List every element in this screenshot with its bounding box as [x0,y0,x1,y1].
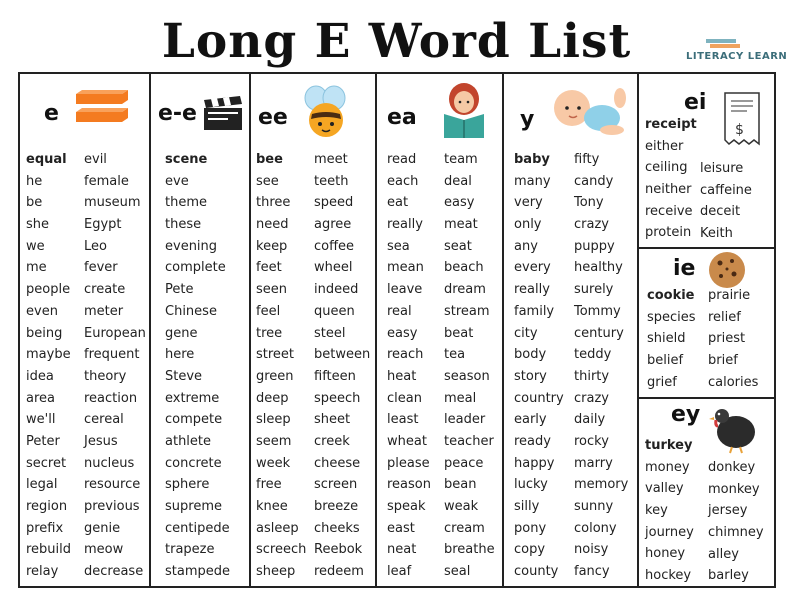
cookie-icon [707,250,747,290]
word-item: puppy [574,238,615,254]
word-item: need [256,217,289,233]
word-item: deal [444,173,472,189]
word-item: frequent [84,347,140,363]
word-item: reason [387,477,431,493]
word-item: east [387,520,415,536]
word-item: leave [387,282,423,298]
word-item: centipede [165,520,230,536]
word-item: evil [84,152,107,167]
word-item: sheet [314,412,351,428]
word-item: key [645,503,668,519]
word-item: speak [387,499,426,514]
word-item: surely [574,282,614,298]
word-item: keep [256,238,288,254]
word-item: feel [256,303,281,319]
bee-icon [298,84,354,140]
word-column-ei-1 [645,114,697,244]
word-item: monkey [708,481,760,497]
header-ey: ey [671,402,701,427]
word-item: protein [645,225,692,241]
word-item: people [26,282,71,298]
word-item: seal [444,564,471,580]
word-item: scene [165,152,208,167]
books-logo-icon [704,38,744,50]
word-item: Tommy [574,303,621,319]
word-item: fever [84,260,118,276]
word-item: week [256,455,291,471]
word-item: cereal [84,412,124,428]
word-item: being [26,325,63,341]
word-item: mean [387,260,424,276]
header-ee: ee [258,105,288,130]
word-item: many [514,173,551,189]
word-item: rocky [574,433,609,449]
word-column-ie-1 [647,285,696,393]
header-ei: ei [684,90,707,115]
word-item: deep [256,390,289,406]
word-item: creek [314,433,350,449]
baby-icon [550,84,634,138]
word-item: free [256,477,282,493]
word-column-y-1 [514,149,564,583]
word-item: real [387,303,412,319]
divider [502,72,504,588]
word-item: relay [26,564,59,580]
receipt-icon [722,90,762,148]
word-item: receipt [645,117,697,132]
word-item: hockey [645,568,692,584]
word-item: speed [314,195,354,211]
word-item: marry [574,455,613,471]
word-item: queen [314,303,355,319]
header-y: y [520,107,535,132]
word-item: heat [387,368,417,384]
word-item: be [26,195,43,211]
word-item: screech [256,542,307,558]
word-item: cookie [647,288,695,303]
word-item: create [84,282,126,298]
word-item: jersey [708,503,748,519]
word-item: teeth [314,173,349,189]
word-item: any [514,238,538,254]
word-item: really [387,217,423,233]
word-column-ea-2 [444,149,495,583]
word-item: neat [387,542,417,558]
word-item: previous [84,499,140,514]
word-item: calories [708,374,759,390]
word-item: each [387,173,419,189]
word-item: read [387,152,417,167]
word-item: evening [165,238,218,254]
word-item: sleep [256,412,291,428]
word-item: between [314,347,371,363]
word-item: Chinese [165,303,217,319]
word-item: speech [314,390,361,406]
word-item: rebuild [26,542,72,558]
word-item: belief [647,353,684,369]
svg-text:$: $ [735,122,744,138]
word-item: trapeze [165,542,215,558]
word-item: sunny [574,499,614,514]
header-ea: ea [387,105,417,130]
word-item: meter [84,303,124,319]
word-item: Pete [165,282,194,298]
word-item: leaf [387,564,412,580]
word-item: story [514,368,547,384]
word-item: least [387,412,419,428]
word-item: sea [387,238,410,254]
word-item: three [256,195,291,211]
word-item: seem [256,433,292,449]
word-item: supreme [165,499,222,514]
word-item: deceit [700,204,741,220]
word-item: happy [514,455,555,471]
divider [637,72,639,588]
divider [637,397,776,399]
word-item: peace [444,455,484,471]
word-item: leisure [700,161,744,176]
word-column-e-1 [26,149,71,583]
header-ie: ie [673,256,696,281]
word-item: thirty [574,368,610,384]
word-item: extreme [165,390,220,406]
word-item: me [26,260,47,276]
word-item: steel [314,325,346,341]
word-item: screen [314,477,358,493]
word-item: tree [256,325,283,341]
word-item: he [26,173,43,189]
word-item: breathe [444,542,495,558]
word-item: prefix [26,520,64,536]
word-column-ey-2 [708,457,764,587]
word-item: easy [444,195,475,211]
word-item: gene [165,325,198,341]
word-item: donkey [708,460,756,475]
word-item: eat [387,195,409,211]
word-column-ie-2 [708,285,758,393]
word-item: wheat [387,433,427,449]
page-title: Long E Word List [161,14,632,69]
blocks-icon [74,88,130,128]
word-item: really [514,282,550,298]
word-item: bee [256,152,283,167]
word-column-ei-2 [700,158,752,245]
word-item: nucleus [84,455,135,471]
word-item: species [647,309,696,325]
word-item: wheel [314,260,353,276]
word-item: cheese [314,455,361,471]
word-column-ea-1 [387,149,431,583]
word-item: healthy [574,260,623,276]
word-item: see [256,173,279,189]
word-item: legal [26,477,58,493]
word-item: Leo [84,238,107,254]
word-item: idea [26,368,54,384]
word-item: sphere [165,477,210,493]
word-item: early [514,412,547,428]
word-item: only [514,217,542,233]
word-item: Jesus [84,433,118,449]
word-item: region [26,499,68,514]
word-item: century [574,325,624,341]
word-item: equal [26,152,67,167]
word-item: asleep [256,520,299,536]
word-item: pony [514,520,547,536]
word-item: stampede [165,564,230,580]
word-item: memory [574,477,629,493]
reading-girl-icon [440,82,488,140]
word-item: cream [444,520,485,536]
word-item: Steve [165,368,203,384]
word-item: breeze [314,499,359,514]
word-item: ceiling [645,160,688,176]
word-item: money [645,459,690,475]
word-item: seat [444,238,472,254]
word-item: museum [84,195,141,211]
word-item: dream [444,282,486,298]
divider [149,72,151,588]
word-item: every [514,260,551,276]
word-item: redeem [314,564,364,580]
word-item: maybe [26,347,71,363]
word-item: caffeine [700,182,752,198]
word-item: team [444,152,478,167]
word-item: agree [314,217,352,233]
word-item: tea [444,347,466,363]
word-item: crazy [574,390,609,406]
word-item: relief [708,309,741,325]
word-item: shield [647,331,686,347]
word-item: journey [645,524,694,540]
word-item: ready [514,433,551,449]
word-column-y-2 [574,149,628,583]
word-item: indeed [314,282,359,298]
word-item: candy [574,173,614,189]
word-item: reach [387,347,424,363]
divider [375,72,377,588]
word-item: crazy [574,217,609,233]
word-item: meow [84,542,124,558]
word-item: fifty [574,152,600,167]
word-item: colony [574,520,617,536]
word-item: silly [514,499,540,514]
word-item: decrease [84,564,144,580]
word-item: fancy [574,564,610,580]
word-item: theme [165,195,207,211]
word-item: we [26,238,45,254]
word-item: concrete [165,455,222,471]
word-item: beat [444,325,474,341]
word-item: copy [514,542,546,558]
word-item: barley [708,568,749,584]
word-item: alley [708,546,739,562]
word-item: bean [444,477,477,493]
word-item: daily [574,412,606,428]
word-item: Egypt [84,217,122,233]
word-item: teddy [574,347,612,363]
word-item: county [514,564,559,580]
word-item: fifteen [314,368,356,384]
word-item: body [514,347,547,363]
word-item: country [514,390,564,406]
word-item: baby [514,152,550,167]
word-item: either [645,138,684,154]
word-item: compete [165,412,223,428]
word-item: Keith [700,226,733,242]
word-item: weak [444,499,479,514]
word-item: Reebok [314,542,363,558]
divider [637,247,776,249]
word-item: turkey [645,438,693,453]
word-item: even [26,303,58,319]
word-item: please [387,455,430,471]
word-column-ee-1 [256,149,306,583]
word-item: valley [645,481,684,497]
word-item: family [514,303,555,319]
word-item: European [84,325,146,341]
word-item: athlete [165,433,212,449]
clapperboard-icon [202,96,244,132]
word-item: reaction [84,390,138,406]
word-item: resource [84,477,141,493]
word-item: feet [256,260,282,276]
word-column-e-2 [84,149,146,583]
word-item: area [26,390,55,406]
word-item: priest [708,331,746,347]
word-item: neither [645,182,692,198]
word-item: female [84,173,129,189]
word-item: knee [256,499,288,514]
word-item: prairie [708,288,751,303]
word-item: coffee [314,238,355,254]
header-e: e [44,101,59,126]
word-column-ee-2 [314,149,370,583]
word-item: genie [84,520,121,536]
word-item: street [256,347,295,363]
word-item: she [26,217,50,233]
header-e-e: e-e [158,101,197,126]
turkey-icon [708,402,762,454]
word-item: meat [444,217,478,233]
word-item: teacher [444,433,494,449]
word-item: noisy [574,542,609,558]
word-item: clean [387,390,422,406]
word-item: receive [645,203,693,219]
word-item: Peter [26,433,60,449]
word-item: we'll [26,412,56,428]
literacy-learn-logo [686,38,788,68]
word-item: grief [647,374,677,390]
word-item: stream [444,303,490,319]
word-item: cheeks [314,520,360,536]
word-item: meet [314,152,348,167]
word-item: here [165,347,195,363]
divider [249,72,251,588]
word-item: eve [165,173,189,189]
word-item: easy [387,325,418,341]
word-item: honey [645,546,686,562]
word-item: leader [444,412,486,428]
word-item: season [444,368,490,384]
word-item: beach [444,260,484,276]
word-item: very [514,195,543,211]
word-item: brief [708,353,738,369]
word-item: seen [256,282,288,298]
word-item: Tony [574,195,604,211]
word-item: lucky [514,477,548,493]
word-item: city [514,325,538,341]
word-item: complete [165,260,226,276]
word-item: these [165,217,202,233]
word-item: secret [26,455,67,471]
word-item: green [256,368,294,384]
word-item: meal [444,390,477,406]
word-item: sheep [256,564,296,580]
word-item: theory [84,368,127,384]
word-column-ey-1 [645,435,694,587]
word-column-e-e [165,149,230,583]
logo-text: LITERACY LEARN [686,51,788,62]
word-item: chimney [708,525,764,541]
